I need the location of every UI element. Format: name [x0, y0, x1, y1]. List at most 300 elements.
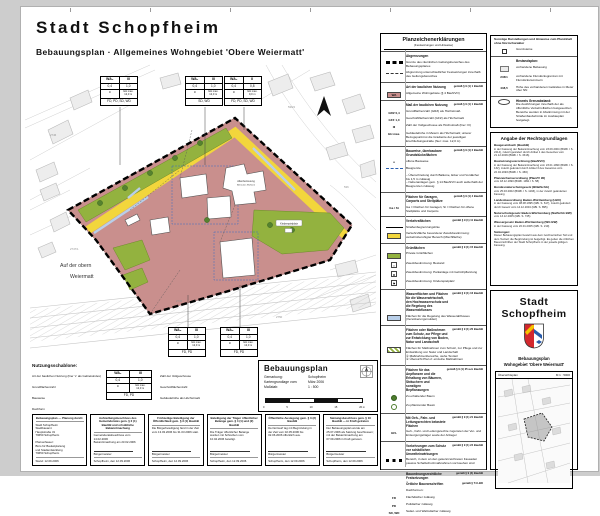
legend-line: Flachdächer zulässig — [406, 494, 435, 499]
bdry-symbol — [386, 61, 403, 64]
svg-text:536: 536 — [344, 185, 349, 189]
legal-basis-entry — [494, 221, 574, 228]
legend-row — [381, 146, 486, 158]
legend-row — [381, 289, 486, 313]
wa-spec-row: 0,4 1,0 — [169, 334, 205, 341]
legend-section-title: Wasserflächen und Flächen für die Wasserwirtschaft, den Hochwasserschutz und die Regelung des Wasserabflusses — [406, 291, 449, 312]
scale-bar-label: 20 m — [359, 405, 365, 409]
legend-row — [381, 51, 486, 59]
svg-text:2745: 2745 — [176, 299, 183, 303]
legend-row-text — [406, 496, 483, 500]
symbol-cell — [384, 219, 404, 222]
procedure-box-line: Stadt Schopfheim — [35, 422, 58, 427]
legal-basis-entry-title: Bundesnaturschutzgesetz (BNatSchG) — [494, 185, 550, 190]
symbol-cell — [384, 416, 404, 419]
crop-mark — [470, 8, 471, 12]
legal-basis-entry — [494, 231, 574, 248]
signature-block — [210, 449, 258, 456]
symbol-cell — [494, 86, 514, 90]
legend-section-title: Bauordnungsrechtliche Festsetzungen — [406, 471, 442, 480]
wa-spec-table — [106, 370, 152, 400]
legend-section-title: Flächen oder Maßnahmen zum Schutz, zur Pflege und zur Entwicklung von Boden, Natur und Landschaft — [406, 327, 449, 344]
hints-panel — [490, 35, 578, 128]
procedure-box — [265, 414, 320, 466]
procedure-box-title: Beteiligung der Träger öffentlicher Belange gem. § 4 (1) und (2) BauGB — [210, 417, 258, 429]
legend-line: Geh-, Fahr- und Leitungsrechte zugunsten der Ver- und Entsorgungsträger sowie der Anlieger — [406, 429, 482, 438]
symbol-cell — [384, 271, 404, 277]
plan-info-label: Kartengrundlage vom: — [264, 380, 298, 385]
wa-spec-row: FD, PD, SD, WD — [225, 98, 261, 105]
legend-line: Grenze des räumlichen Geltungsbereiches des Bebauungsplanes — [406, 59, 470, 68]
scale-bar-label: 10 — [309, 405, 313, 409]
legend-rows — [381, 51, 486, 516]
legend-section-title: Flächen für Garagen, Carports und Stellplätze — [406, 194, 443, 203]
legend-row-text — [516, 59, 574, 63]
legal-basis-entry-body: in der Fassung der Bekanntmachung vom 23.01.1990 (BGBl. I S. 132), zuletzt geändert durch Artikel 3 des Gesetzes vom 22.04.1993 (BGBl. I S. 466) — [494, 163, 574, 174]
legend-line: ① Maßnahmenbereiche, siehe Textteil — [406, 353, 458, 358]
crop-mark — [230, 8, 231, 12]
site-plan-map — [30, 70, 376, 360]
signature-label: Bürgermeister — [151, 452, 170, 457]
legend-row-text — [406, 280, 483, 284]
plan-info-label: Gemarkung: — [264, 375, 283, 379]
legend-section-title: Grünflächen — [406, 245, 425, 250]
hints-rows — [491, 47, 577, 124]
legend-line: – Nebenanlagen gem. § 14 BauNVO auch außerhalb der Baugrenzen zulässig — [406, 180, 483, 189]
txt-symbol: Ga / St — [389, 205, 399, 210]
txt-symbol: SD, WD — [388, 510, 400, 515]
crop-mark — [150, 8, 151, 12]
dash2-symbol — [386, 73, 403, 74]
legend-title: Planzeichenerklärungen — [402, 37, 465, 43]
legend-line: vorhandene Bebauung — [516, 64, 547, 69]
legend-row-text — [406, 246, 483, 250]
symbol-cell — [384, 246, 404, 249]
legend-row — [381, 90, 486, 99]
wa-spec-row: FD, PD — [107, 392, 151, 399]
symbol-cell — [384, 368, 404, 371]
legend-row-text — [406, 482, 483, 486]
legend-row — [381, 509, 486, 516]
ghatch-symbol — [387, 347, 401, 353]
symbol-cell — [384, 54, 404, 57]
legal-basis-entry — [494, 160, 574, 174]
sqd-symbol — [386, 459, 403, 462]
legend-row-text — [516, 66, 574, 70]
crop-mark — [550, 8, 551, 12]
plan-info-value: 1 : 500 — [308, 385, 319, 390]
symbol-cell — [384, 347, 404, 353]
legend-line: – Überschreitung durch Balkone, Erker und Vordächer bis 1,5 m zulässig — [406, 172, 480, 181]
wa-spec-row: 0,4 1,0 — [101, 83, 137, 90]
green-symbol — [387, 253, 401, 259]
legend-row-text — [406, 206, 483, 214]
legal-basis-entry — [494, 144, 574, 158]
nutzungsschablone-table-slot — [106, 370, 154, 414]
legend-paragraph-ref: gemäß § 9 (1) 21 BauGB — [452, 415, 483, 419]
legend-line: vorhandene Flurstücksgrenzen mit Flurstücksnummern — [516, 73, 563, 82]
legal-basis-entry — [494, 177, 574, 184]
legend-row-text — [406, 92, 483, 96]
legend-line: Flächen für Maßnahmen zum Schutz, zur Pflege und zur Entwicklung von Natur und Landschaft — [406, 345, 483, 354]
procedure-box-line: Der Bebauungsplan wurde am 25.07.2006 als Satzung beschlossen; mit der Bekanntmachung am 07.09.2006 in Kraft getreten. — [326, 426, 374, 441]
wa-spec-table — [168, 327, 206, 357]
signature-label: Bürgermeister — [93, 452, 112, 457]
legend-row — [381, 457, 486, 468]
symbol-cell — [384, 262, 404, 268]
legend-row — [381, 313, 486, 324]
nutzungsschablone-left-labels — [32, 370, 102, 414]
legend-paragraph-ref: gemäß § 9 (4) BauGB — [455, 471, 483, 475]
legend-section-title: Hinweis Grenzabstand: — [516, 98, 552, 103]
bx-symbol: ♣ — [392, 273, 396, 278]
legend-row — [381, 502, 486, 509]
blue-symbol — [387, 315, 401, 321]
legend-section-title: Maß der baulichen Nutzung — [406, 103, 448, 108]
pink-symbol: WA — [387, 92, 401, 98]
wa-spec-row: o GH max. 12,0 m — [107, 383, 151, 392]
page-subtitle: Bebauungsplan · Allgemeines Wohngebiet 'Obere Weiermatt' — [36, 47, 305, 57]
legend-paragraph-ref: gemäß § 9 (1) 11 BauGB — [452, 218, 483, 222]
flur-symbol: 246/1 — [500, 75, 508, 80]
txt-symbol: GRZ 0,4 — [388, 110, 400, 115]
procedure-boxes — [32, 414, 378, 466]
legend-row-text — [406, 395, 483, 399]
legal-basis-title: Angabe der Rechtsgrundlagen — [500, 136, 568, 141]
nutzungsschablone — [32, 363, 254, 414]
symbol-cell — [384, 315, 404, 321]
legend-row — [381, 123, 486, 130]
legend-divider — [405, 50, 406, 467]
legend-row — [491, 56, 577, 64]
symbol-cell — [494, 99, 514, 105]
plan-info-title: Bebauungsplan — [264, 364, 328, 373]
symbol-cell — [384, 280, 404, 286]
wa-spec-row: WA₅ III — [221, 328, 257, 334]
title-block-doc-type: Bebauungsplan — [518, 356, 550, 362]
legal-basis-entry — [494, 199, 574, 209]
legend-paragraph-ref: gemäß § 9 (1) 16 BauGB — [452, 291, 483, 295]
symbol-cell — [384, 92, 404, 98]
legend-line: Gebäudehöhe in Metern als Höchstmaß; unterer Bezugspunkt ist die Gradiente der jeweiligen Erschließungsstraße (hier: max. 12,0 m) — [406, 130, 472, 143]
wa-spec-table — [224, 76, 262, 106]
legend-row-text — [406, 61, 483, 69]
legend-row — [381, 70, 486, 81]
legend-row-text — [406, 328, 483, 344]
bx-symbol: ⚑ — [392, 282, 396, 287]
procedure-box — [148, 414, 203, 466]
symbol-cell — [494, 48, 514, 53]
line-symbol — [386, 227, 403, 228]
signature-block — [94, 449, 142, 456]
signature-block — [326, 449, 374, 456]
symbol-cell — [384, 85, 404, 88]
legal-basis-entry-body: Dieser Bebauungsplan besteht aus dem zeichnerischen Teil und dem Textteil; die Begründung ist beigefügt. Es gelten die örtlichen Bauvorschriften der Stadt Schopfheim in der jeweils gültigen Fassung. — [494, 234, 574, 248]
procedure-box — [90, 414, 145, 466]
legend-row — [381, 243, 486, 251]
plan-info-row — [264, 385, 372, 390]
scale-bar-labels — [263, 406, 365, 409]
schablone-right-label: Geschoßflächenzahl — [160, 384, 188, 389]
scale-bar-segment — [314, 399, 338, 402]
legend-section-title: Örtliche Bauvorschriften — [406, 482, 444, 487]
wa-spec-table — [185, 76, 223, 106]
txt-symbol: 448,5 — [500, 85, 508, 90]
legend-paragraph-ref: gemäß § 74 LBO — [461, 482, 483, 486]
legend-paragraph-ref: gemäß § 9 (1) 25 a+b BauGB — [446, 367, 483, 371]
legal-basis-entry-body: vom 25.03.2002 (BGBl. I S. 1193), in der zuletzt geänderten Fassung — [494, 189, 567, 197]
legend-line: Dachformen: — [406, 488, 424, 493]
wa-spec-row: o GH max. 12,0 m — [169, 340, 205, 349]
wa-spec-row: FD, PD — [169, 349, 205, 356]
legend-line: Verkehrsfläche besonderer Zweckbestimmung: — [406, 231, 470, 236]
wa-spec-row: o GH max. 12,0 m — [101, 89, 137, 98]
street-label — [60, 263, 94, 280]
legend-section-title: Abgrenzungen — [406, 54, 429, 58]
wa-spec-row: WAₓ III — [107, 371, 151, 377]
legend-line: Bereich, in dem an den gekennzeichneten Fassaden passive Schallschutzmaßnahmen vorzusehen sind — [406, 457, 478, 466]
overview-map — [496, 379, 572, 483]
legend-line: Geschoßflächenzahl (GFZ) als Höchstmaß — [406, 116, 464, 121]
legend-line: Straßenbegrenzungslinie — [406, 224, 440, 229]
procedure-box-line: Gemeinderatsbeschluss vom 14.02.2006 — [93, 433, 131, 441]
legal-basis-entries — [491, 144, 577, 248]
symbol-cell — [384, 61, 404, 64]
legend-row — [381, 165, 486, 172]
procedure-box — [323, 414, 378, 466]
symbol-cell — [384, 496, 404, 500]
legend-row-text — [406, 71, 483, 79]
symbol-cell — [384, 149, 404, 152]
symbol-cell — [384, 103, 404, 106]
legend-paragraph-ref: gemäß § 9 (1) 24 BauGB — [452, 443, 483, 447]
legend-row — [381, 251, 486, 260]
plan-info-rows — [264, 375, 372, 390]
coat-of-arms — [523, 323, 545, 349]
procedure-box-title: Satzungsbeschluss gem. § 10 BauGB — in Kraft getreten — [326, 417, 374, 426]
legend-row-text — [406, 368, 483, 392]
nutzungsschablone-right-labels — [158, 370, 250, 414]
legal-basis-entry-body: in der Fassung vom 20.01.2005 (GBl. S. 219) — [494, 224, 550, 228]
legend-paragraph-ref: gemäß § 9 (1) 2 BauGB — [453, 148, 483, 152]
txt-symbol: GH max. — [387, 132, 401, 137]
legend-section-title: Verkehrsflächen — [406, 218, 431, 223]
legend-row — [381, 204, 486, 215]
legend-line: Zweckbestimmung: Parkanlage mit Gehölzpflanzung — [406, 269, 478, 274]
legend-row-text — [406, 149, 483, 157]
symbol-cell — [384, 430, 404, 434]
procedure-box — [207, 414, 262, 466]
svg-text:530/2: 530/2 — [288, 105, 295, 109]
procedure-box-line: Stadtbauamt — [35, 426, 52, 431]
legend-row-text — [406, 132, 483, 144]
symbol-cell — [384, 160, 404, 164]
legend-row — [381, 130, 486, 145]
legend-row-text — [516, 99, 574, 123]
svg-text:2747/1: 2747/1 — [70, 247, 79, 251]
legend-row — [381, 393, 486, 402]
scale-bar-segment — [290, 399, 314, 402]
legend-row — [381, 495, 486, 502]
procedure-box-title: Öffentliche Auslegung gem. § 3 (2) BauGB — [268, 417, 316, 426]
overview-map-scale: M 1 : 5000 — [555, 372, 570, 377]
symbol-cell — [384, 252, 404, 258]
plan-info-label: Maßstab: — [264, 385, 279, 390]
ellipse-symbol — [498, 99, 510, 105]
symbol-cell — [494, 59, 514, 62]
signature-label: Bürgermeister — [268, 452, 287, 457]
procedure-box-date: Stand: 12.09.2006 — [36, 457, 84, 463]
schablone-left-label: Bauweise — [32, 395, 46, 400]
legend-section-title: Bestandsplan: — [516, 58, 538, 63]
legend-line: Grenzsteine — [516, 47, 533, 52]
schablone-left-label: Art der baulichen Nutzung (hier 'x' als Gebietsindex) — [32, 373, 102, 378]
legend-line: Grundflächenzahl (GRZ) als Höchstmaß — [406, 109, 461, 114]
title-block-panel — [490, 290, 578, 470]
legal-basis-entry-title: Wassergesetz Baden-Württemberg (WG BW) — [494, 220, 558, 225]
legend-row — [381, 172, 486, 191]
crop-mark — [70, 8, 71, 12]
legend-line: Zweckbestimmung: Kinderspielplatz — [406, 278, 455, 283]
overview-map-box — [495, 371, 573, 489]
legend-line: ② Übersicht Plan 2: einzelne Maßnahmen — [406, 357, 463, 362]
legend-row — [381, 325, 486, 345]
symbol-cell — [384, 167, 404, 170]
symbol-cell — [494, 75, 514, 79]
legend-row-text — [516, 75, 574, 83]
legend-row — [381, 116, 486, 123]
legend-row — [381, 231, 486, 242]
symbol-cell — [494, 66, 514, 72]
procedure-box-line: Planverfasser: — [35, 440, 54, 445]
legend-line: Zu pflanzender Baum — [406, 402, 436, 407]
legend-row-text — [406, 444, 483, 456]
legend-row — [381, 192, 486, 204]
legend-line: Baugrenze — [406, 165, 421, 170]
legend-row — [491, 73, 577, 84]
legend-line: Sattel- und Walmdächer zulässig — [406, 509, 451, 514]
legend-row — [381, 279, 486, 288]
legend-row — [381, 269, 486, 278]
bx-symbol: ▪ — [391, 262, 397, 268]
legend-row-text — [516, 48, 574, 52]
legal-basis-entry-body: in der Fassung vom 08.08.1995 (GBl. S. 617), zuletzt geändert durch Gesetz vom 14.12.2004 (GBl. S. 895) — [494, 202, 571, 209]
legal-basis-entry-title: Naturschutzgesetz Baden-Württemberg (NatSchG BW) — [494, 210, 572, 215]
legal-basis-entry-title: Baugesetzbuch (BauGB) — [494, 143, 530, 147]
treef-symbol — [391, 395, 397, 401]
legend-paragraph-ref: gemäß § 9 (1) 4 BauGB — [453, 194, 483, 198]
legend-row — [381, 260, 486, 269]
legend-row-text — [406, 195, 483, 203]
legend-row-text — [406, 252, 483, 256]
legend-row — [381, 345, 486, 364]
north-arrow-icon — [317, 96, 331, 116]
legend-row-text — [516, 86, 574, 94]
wa-spec-row: SD, WD — [186, 98, 222, 105]
legend-row-text — [406, 510, 483, 514]
wa-spec-row: 0,4 1,0 — [221, 334, 257, 341]
wa-spec-row: WA₃ III — [101, 77, 137, 83]
symbol-cell — [384, 292, 404, 295]
wa-spec-table — [100, 76, 138, 106]
signature-label: Bürgermeister — [326, 452, 345, 457]
wa-spec-row: WA₄ III — [169, 328, 205, 334]
legend-row-text — [406, 232, 483, 240]
symbol-cell — [384, 71, 404, 74]
legend-row-text — [406, 271, 483, 275]
symbol-cell — [384, 195, 404, 198]
wa-spec-row: WA₁ III — [186, 77, 222, 83]
legend-row — [381, 429, 486, 440]
building-label — [237, 179, 256, 187]
wa-spec-row: o GH max. 9,0 m — [225, 89, 261, 98]
legend-line: Private Grünflächen — [406, 251, 433, 256]
legend-row-text — [406, 54, 483, 58]
schablone-left-label: Dachform — [32, 406, 46, 411]
scale-bar-segment — [338, 399, 362, 402]
gsq-symbol — [502, 49, 507, 54]
procedure-box-line: Bekanntmachung am 23.02.2006 — [93, 440, 136, 445]
legend-line: Abgrenzung unterschiedlicher Festsetzungen innerhalb des Geltungsbereiches — [406, 70, 481, 79]
legal-basis-entry-body: vom 18.12.1990 (BGBl. 1991 I S. 58) — [494, 180, 540, 184]
title-block-doc-name: Wohngebiet 'Obere Weiermatt' — [503, 362, 565, 367]
procedure-box — [32, 414, 87, 466]
symbol-cell — [384, 404, 404, 410]
hints-title: Sonstige Darstellungen und Hinweise zum Planinhalt ohne Normcharakter — [494, 37, 573, 45]
legend-row-text — [406, 110, 483, 114]
page-title: Stadt Schopfheim — [36, 18, 221, 37]
legend-paragraph-ref: gemäß § 9 (1) 1 BauGB — [453, 84, 483, 88]
procedure-box-title: Frühzeitige Beteiligung der Öffentlichkeit gem. § 3 (1) BauGB — [152, 417, 200, 426]
legend-subtitle: (Festsetzungen und Hinweise) — [413, 43, 454, 47]
legend-line: Flächen für die Regelung des Wasserabflusses (Versickerungsmulden) — [406, 313, 470, 322]
scale-bar-label: 15 — [334, 405, 338, 409]
wa-spec-row: 0,4 1,0 — [107, 377, 151, 384]
scale-bar — [265, 398, 363, 403]
legend-section-title: Vorkehrungen zum Schutz vor schädlichen Umwelteinwirkungen — [406, 443, 446, 456]
symbol-cell — [384, 328, 404, 331]
legend-section-title: Art der baulichen Nutzung — [406, 84, 446, 89]
symbol-cell — [384, 489, 404, 492]
legend-header — [384, 34, 483, 50]
legend-row — [381, 481, 486, 488]
procedure-box-line: und Stadtentwicklung — [35, 447, 63, 452]
legal-basis-entry-body: vom 13.12.2005 (GBl. S. 745) — [494, 215, 531, 219]
legend-paragraph-ref: gemäß § 9 (1) 20 BauGB — [452, 327, 483, 331]
legend-row — [381, 100, 486, 108]
txt-symbol: GFL — [391, 430, 397, 435]
symbol-cell — [384, 132, 404, 136]
city-name-line1: Stadt — [519, 296, 549, 308]
procedure-box-title: Aufstellungsbeschluss des Gemeinderates gem. § 2 (1) BauGB und ortsübliche Bekanntmachung — [94, 417, 142, 433]
overview-map-title: Übersichtsplan — [498, 372, 518, 377]
legend-line: Die Ausführungen innerhalb der als öffentliche Verkehrsflächen festgesetzten Bereiche werden in Abstimmung mit der Straßenbaubehörde im Ausbauplan festgelegt. — [516, 101, 572, 122]
crop-mark — [310, 8, 311, 12]
symbol-cell — [384, 117, 404, 121]
symbol-cell — [384, 232, 404, 238]
symbol-cell — [384, 444, 404, 447]
procedure-box-date: Schopfheim, den 12.09.2006 — [94, 457, 142, 463]
wa-spec-table — [220, 327, 258, 357]
legend-row — [381, 216, 486, 224]
bldg-symbol — [500, 66, 509, 72]
legal-basis-entry — [494, 212, 574, 219]
legal-basis-entry-body: in der Fassung der Bekanntmachung vom 23.09.2004 (BGBl. I S. 2414), zuletzt geändert durch Artikel 1 des Gesetzes vom 21.12.2006 (BGBl. I S. 3316) — [494, 147, 574, 158]
signature-label: Bürgermeister — [210, 452, 228, 457]
schablone-left-label: Grundflächenzahl — [32, 384, 56, 389]
procedure-box-date: Schopfheim, den 12.09.2006 — [152, 457, 200, 463]
legend-row — [381, 158, 486, 165]
